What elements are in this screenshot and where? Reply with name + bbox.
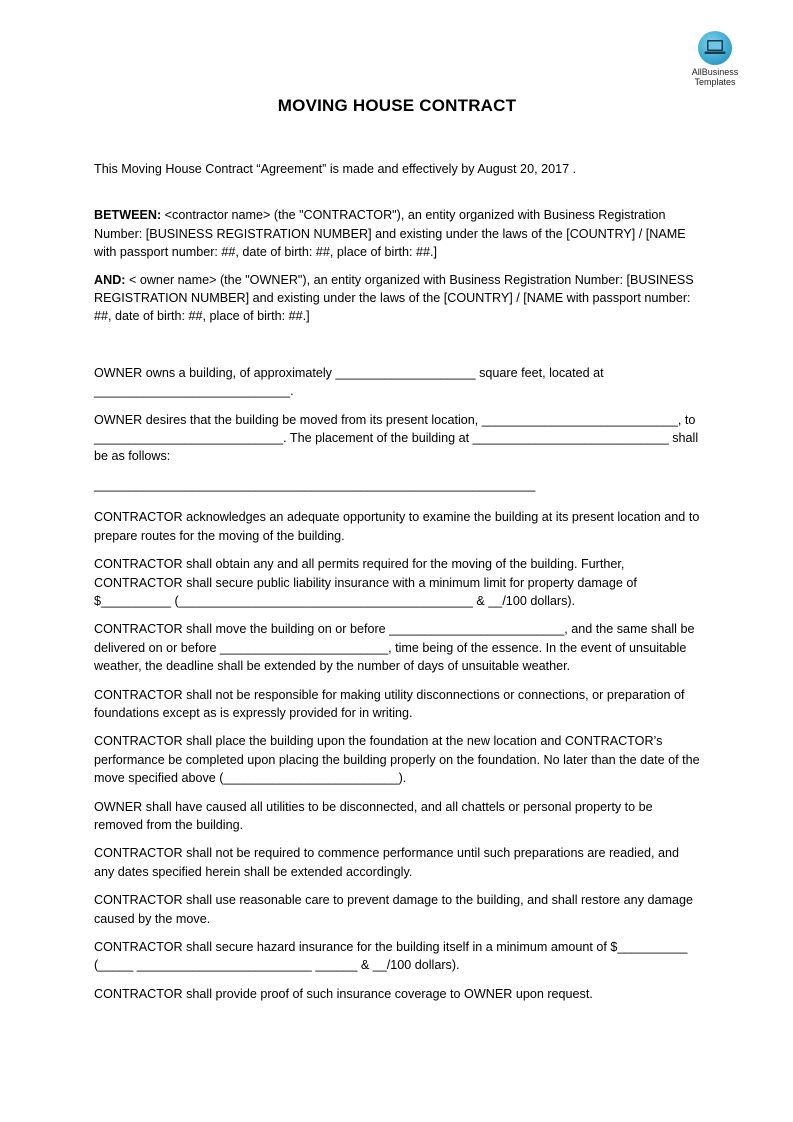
- clause-building-size: OWNER owns a building, of approximately ____________________ square feet, located at ____________________________.: [94, 365, 604, 399]
- document-title: MOVING HOUSE CONTRACT: [277, 96, 517, 115]
- logo-text: [684, 67, 746, 87]
- clause-placement-blank: _______________________________________________________________: [94, 477, 536, 492]
- clause-hazard-insurance: CONTRACTOR shall secure hazard insurance for the building itself in a minimum amount of $__________ (_____ _________________________ ______ & __/100 dollars).: [94, 940, 688, 973]
- between-text: <contractor name> (the "CONTRACTOR"), an entity organized with Business Registration Number: [BUSINESS REGISTRATION NUMBER] and existing under the laws of the [COUNTRY] / [NAME with passport number: ##, date of birth: ##, place of birth: ##.]: [94, 208, 686, 260]
- and-label: AND:: [94, 272, 126, 287]
- clause-owner-utilities: OWNER shall have caused all utilities to be disconnected, and all chattels or personal property to be removed from the building.: [94, 799, 653, 832]
- clause-examine-building: CONTRACTOR acknowledges an adequate opportunity to examine the building at its present location and to prepare routes for the moving of the building.: [94, 510, 700, 543]
- and-text: < owner name> (the "OWNER"), an entity organized with Business Registration Number: [BUSINESS REGISTRATION NUMBER] and existing under the laws of the [COUNTRY] / [NAME with passport number: ##, date of birth: ##, place of birth: ##.]: [94, 272, 694, 324]
- clause-move-dates: CONTRACTOR shall move the building on or before _________________________, and the same shall be delivered on or before ________________________, time being of the essence. In the event of unsuitable weather, the deadline shall be extended by the number of days of unsuitable weather.: [94, 622, 695, 674]
- and-paragraph: [94, 271, 700, 326]
- between-paragraph: [94, 206, 700, 261]
- clause-reasonable-care: CONTRACTOR shall use reasonable care to prevent damage to the building, and shall restore any damage caused by the move.: [94, 893, 693, 926]
- laptop-icon: [698, 31, 732, 65]
- between-label: BETWEEN:: [94, 208, 162, 223]
- clause-permits-insurance: CONTRACTOR shall obtain any and all permits required for the moving of the building. Further, CONTRACTOR shall secure public liability insurance with a minimum limit for property damage of $__________ (__________________________________________ & __/100 dollars).: [94, 557, 637, 608]
- allbusiness-logo[interactable]: [684, 31, 746, 87]
- clause-preparations: CONTRACTOR shall not be required to commence performance until such preparations are readied, and any dates specified herein shall be extended accordingly.: [94, 846, 679, 879]
- clause-move-location: OWNER desires that the building be moved from its present location, ____________________________, to ___________________________. The placement of the building at ____________________________ shall be as follows:: [94, 412, 699, 464]
- document-page: [94, 96, 700, 1013]
- logo-line-1: AllBusiness: [691, 67, 739, 77]
- clause-proof-of-insurance: CONTRACTOR shall provide proof of such insurance coverage to OWNER upon request.: [94, 986, 593, 1001]
- clause-foundation-placement: CONTRACTOR shall place the building upon the foundation at the new location and CONTRACTOR’s performance be completed upon placing the building properly on the foundation. No later than the date of the move specified above (_________________________).: [94, 734, 700, 786]
- clause-utilities-responsibility: CONTRACTOR shall not be responsible for making utility disconnections or connections, or preparation of foundations except as is expressly provided for in writing.: [94, 687, 685, 720]
- intro-paragraph: This Moving House Contract “Agreement” is made and effectively by August 20, 2017 .: [94, 162, 577, 176]
- logo-line-2: Templates: [694, 77, 736, 87]
